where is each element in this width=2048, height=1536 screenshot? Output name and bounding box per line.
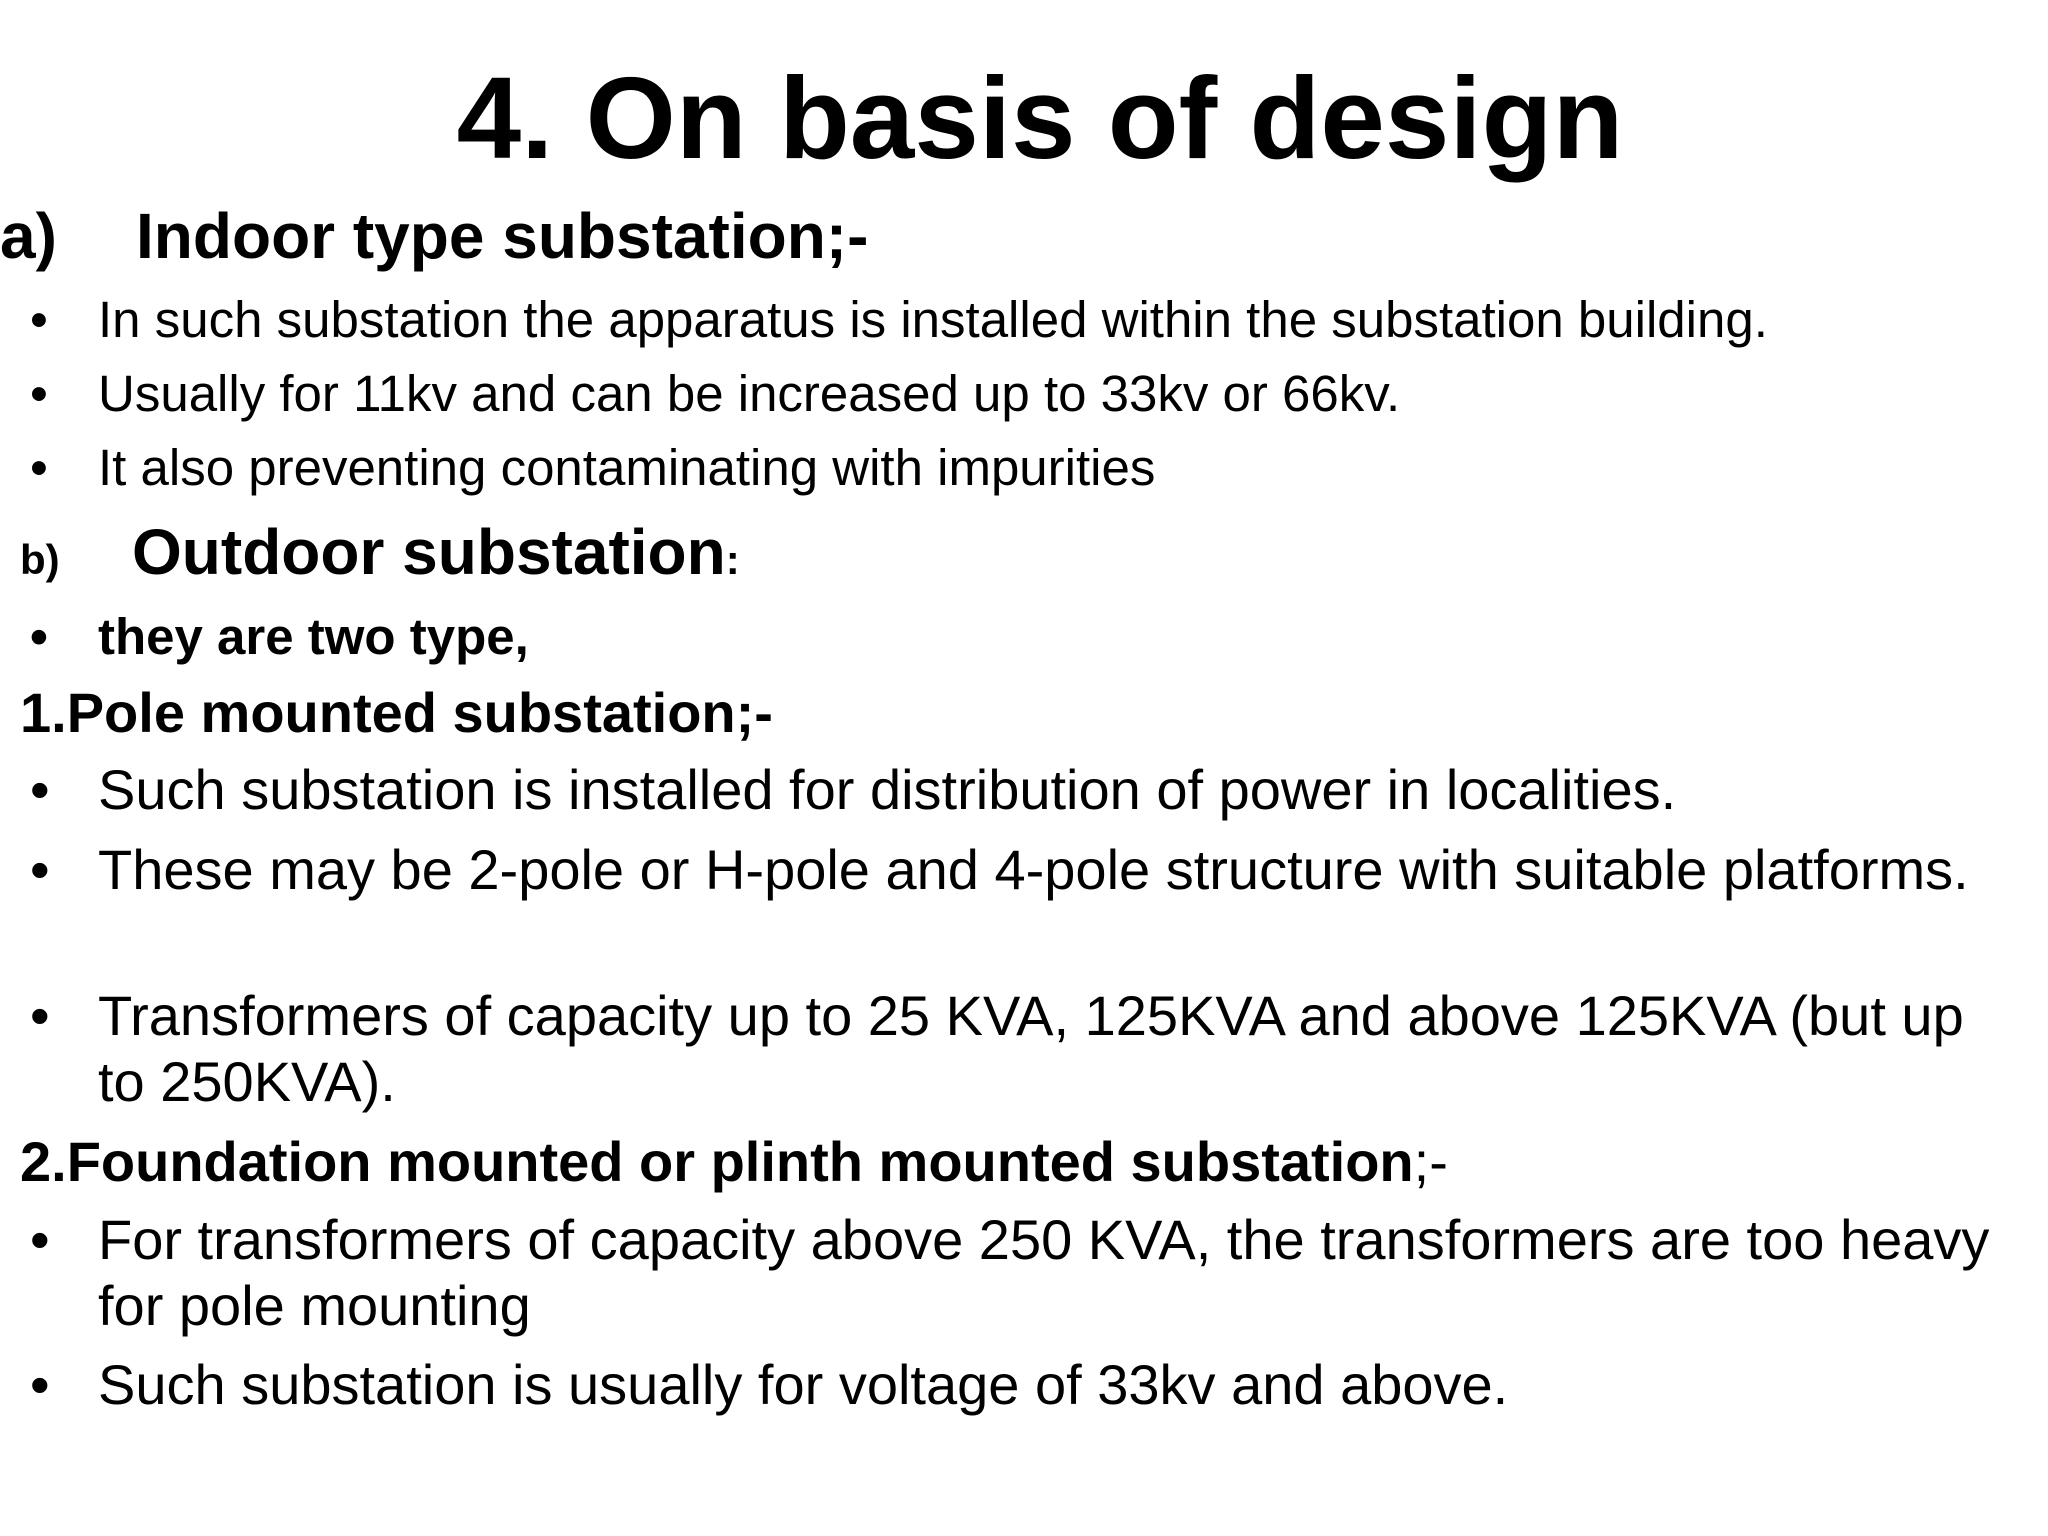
bullet-icon: • (30, 608, 48, 665)
section-b-heading-text: Outdoor substation (132, 516, 726, 588)
list-item (30, 1352, 2040, 1418)
bullet-text: In such substation the apparatus is installed within the substation building. (98, 291, 1768, 348)
type-2-heading-suffix: ;- (1413, 1130, 1448, 1193)
list-item (30, 431, 2040, 505)
bullet-icon: • (30, 291, 48, 348)
bullet-icon: • (30, 984, 50, 1047)
bullet-icon: • (30, 1353, 50, 1416)
list-item (30, 600, 2040, 674)
bullet-text: they are two type, (98, 608, 529, 665)
type-2-heading-text: 2.Foundation mounted or plinth mounted substation (20, 1130, 1414, 1193)
section-a-marker: a) (0, 200, 57, 272)
bullet-text: It also preventing contaminating with impurities (98, 439, 1156, 496)
type-1-heading-text: 1.Pole mounted substation;- (20, 681, 773, 744)
type-1-heading (20, 677, 773, 749)
list-item (30, 837, 2040, 903)
list-item (30, 357, 2040, 431)
bullet-text: Such substation is installed for distribution of power in localities. (98, 758, 1677, 821)
bullet-icon: • (30, 1208, 50, 1271)
bullet-icon: • (30, 365, 48, 422)
section-b-marker: b) (20, 536, 60, 583)
section-a-heading (0, 196, 868, 276)
list-item (30, 983, 2040, 1115)
bullet-text: Such substation is usually for voltage of 33kv and above. (98, 1353, 1509, 1416)
section-b-heading-suffix: : (725, 536, 740, 583)
section-a-heading-text: Indoor type substation;- (136, 200, 869, 272)
slide-title: 4. On basis of design (456, 53, 1624, 183)
bullet-icon: • (30, 838, 50, 901)
bullet-text: Usually for 11kv and can be increased up to 33kv or 66kv. (98, 365, 1401, 422)
list-item (30, 283, 2040, 357)
bullet-icon: • (30, 758, 50, 821)
bullet-icon: • (30, 439, 48, 496)
list-item (30, 1207, 2040, 1339)
bullet-text: For transformers of capacity above 250 KVA, the transformers are too heavy for pole mounting (98, 1208, 1990, 1337)
section-b-heading (20, 512, 740, 600)
list-item (30, 757, 2040, 823)
bullet-text: Transformers of capacity up to 25 KVA, 125KVA and above 125KVA (but up to 250KVA). (98, 984, 1964, 1113)
type-2-heading (20, 1126, 1448, 1198)
bullet-text: These may be 2-pole or H-pole and 4-pole structure with suitable platforms. (98, 838, 1969, 901)
